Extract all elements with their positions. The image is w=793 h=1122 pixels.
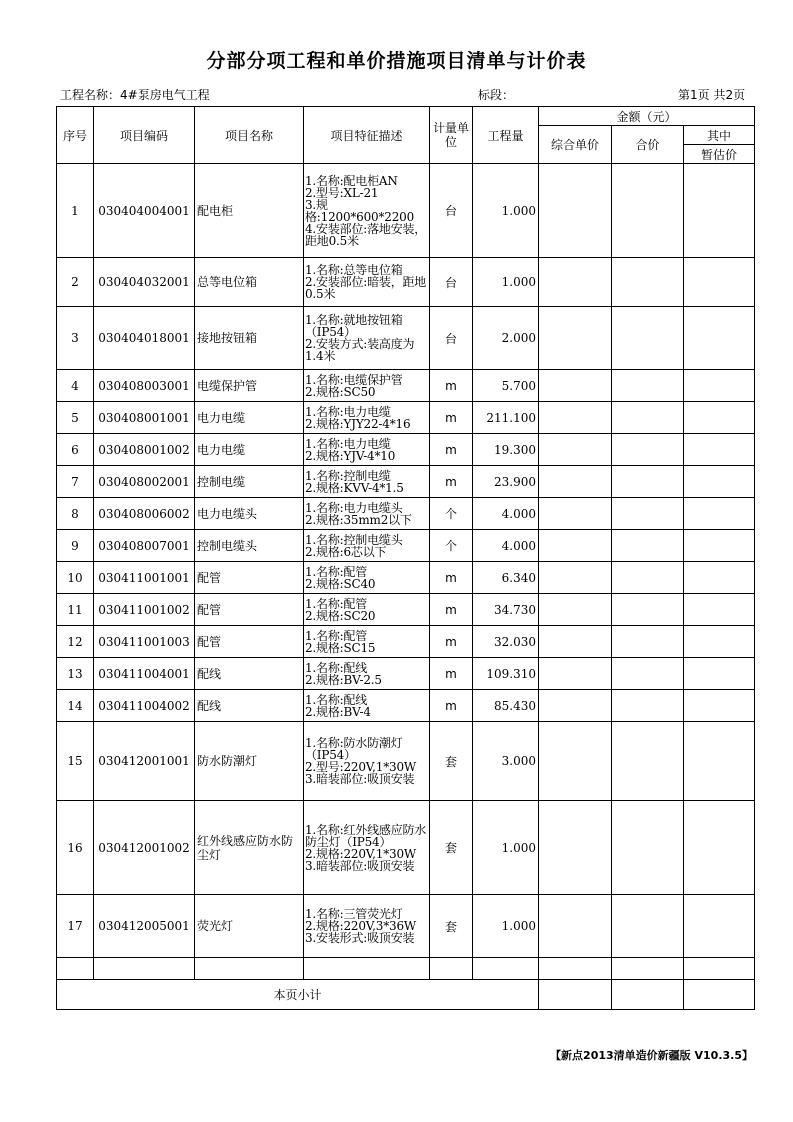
cell-total-price (612, 562, 684, 594)
table-row (57, 434, 755, 466)
table-row (57, 626, 755, 658)
header-item-code: 项目编码 (94, 107, 195, 164)
cell-total-price (612, 370, 684, 402)
cell-description: 1.名称:电力电缆头 2.规格:35mm2以下 (304, 498, 430, 530)
cell-index: 11 (57, 594, 94, 626)
header-item-name: 项目名称 (195, 107, 304, 164)
cell-quantity: 1.000 (473, 258, 539, 307)
cell-description: 1.名称:配管 2.规格:SC15 (304, 626, 430, 658)
cell-description: 1.名称:红外线感应防水防尘灯（IP54） 2.规格:220V,1*30W 3.暗装部位:吸顶安装 (304, 801, 430, 895)
subtotal-provisional-price (684, 980, 755, 1010)
software-version-footer: 【新点2013清单造价新疆版 V10.3.5】 (550, 1049, 753, 1062)
cell-provisional-price (684, 258, 755, 307)
cell-unit-price (539, 690, 612, 722)
cell-description: 1.名称:总等电位箱 2.安装部位:暗装，距地0.5米 (304, 258, 430, 307)
cell-provisional-price (684, 530, 755, 562)
project-name: 工程名称：4#泵房电气工程 (60, 88, 210, 102)
cell-description: 1.名称:配线 2.规格:BV-2.5 (304, 658, 430, 690)
cell-unit: 台 (430, 307, 473, 370)
cell-provisional-price (684, 594, 755, 626)
cell-quantity: 211.100 (473, 402, 539, 434)
cell-provisional-price (684, 895, 755, 958)
header-provisional-price: 暂估价 (684, 145, 755, 164)
cell-item-code: 030408007001 (94, 530, 195, 562)
cell-quantity: 3.000 (473, 722, 539, 801)
cell-unit: m (430, 562, 473, 594)
cell-index: 3 (57, 307, 94, 370)
cell-unit: m (430, 370, 473, 402)
cell-item-code: 030411001001 (94, 562, 195, 594)
cell-index: 12 (57, 626, 94, 658)
cell-item-code: 030411001003 (94, 626, 195, 658)
subtotal-total-price (612, 980, 684, 1010)
cell-total-price (612, 307, 684, 370)
cell-total-price (612, 164, 684, 258)
cell-unit: 套 (430, 722, 473, 801)
cell-unit: 个 (430, 530, 473, 562)
cell-description: 1.名称:电力电缆 2.规格:YJV-4*10 (304, 434, 430, 466)
cell-total-price (612, 498, 684, 530)
cell-quantity: 34.730 (473, 594, 539, 626)
cell-unit: 个 (430, 498, 473, 530)
cell-item-code: 030411004002 (94, 690, 195, 722)
cell-total-price (612, 722, 684, 801)
subtotal-unit-price (539, 980, 612, 1010)
cell-unit-price (539, 626, 612, 658)
cell-item-name: 防水防潮灯 (195, 722, 304, 801)
cell-provisional-price (684, 370, 755, 402)
cell-item-code: 030411004001 (94, 658, 195, 690)
cell-unit: m (430, 594, 473, 626)
cell-unit: m (430, 690, 473, 722)
cell-unit-price (539, 307, 612, 370)
cell-unit-price (539, 658, 612, 690)
header-feature-description: 项目特征描述 (304, 107, 430, 164)
table-row (57, 562, 755, 594)
table-row (57, 594, 755, 626)
cell-quantity: 1.000 (473, 164, 539, 258)
cell-item-name: 接地按钮箱 (195, 307, 304, 370)
cell-description: 1.名称:就地按钮箱（IP54） 2.安装方式:装高度为1.4米 (304, 307, 430, 370)
cell-item-code: 030408006002 (94, 498, 195, 530)
header-unit: 计量单位 (430, 107, 473, 164)
cell-provisional-price (684, 626, 755, 658)
cell-description: 1.名称:电缆保护管 2.规格:SC50 (304, 370, 430, 402)
table-row (57, 722, 755, 801)
cell-unit-price (539, 895, 612, 958)
cell-item-code: 030411001002 (94, 594, 195, 626)
table-row (57, 690, 755, 722)
cell-unit-price (539, 402, 612, 434)
cell-total-price (612, 434, 684, 466)
cell-provisional-price (684, 562, 755, 594)
page-number: 第1页 共2页 (678, 88, 746, 102)
cell-unit-price (539, 530, 612, 562)
cell-description: 1.名称:配线 2.规格:BV-4 (304, 690, 430, 722)
cell-index: 10 (57, 562, 94, 594)
table-row (57, 498, 755, 530)
cell-unit-price (539, 370, 612, 402)
table-row (57, 258, 755, 307)
cell-description: 1.名称:电力电缆 2.规格:YJY22-4*16 (304, 402, 430, 434)
cell-provisional-price (684, 402, 755, 434)
cell-item-name: 电缆保护管 (195, 370, 304, 402)
document-title: 分部分项工程和单价措施项目清单与计价表 (206, 50, 587, 72)
cell-index: 5 (57, 402, 94, 434)
cell-provisional-price (684, 307, 755, 370)
cell-item-name: 红外线感应防水防尘灯 (195, 801, 304, 895)
cell-item-name: 控制电缆头 (195, 530, 304, 562)
table-row (57, 658, 755, 690)
cell-item-name: 配管 (195, 562, 304, 594)
cell-item-name: 总等电位箱 (195, 258, 304, 307)
subtotal-row (57, 980, 755, 1010)
cell-quantity: 23.900 (473, 466, 539, 498)
cell-total-price (612, 258, 684, 307)
table-row (57, 402, 755, 434)
cell-item-name: 配线 (195, 658, 304, 690)
cell-description: 1.名称:配电柜AN 2.型号:XL-21 3.规格:1200*600*2200 4.安装部位:落地安装，距地0.5米 (304, 164, 430, 258)
cell-index: 4 (57, 370, 94, 402)
cell-item-name: 控制电缆 (195, 466, 304, 498)
cell-index: 1 (57, 164, 94, 258)
cell-item-name: 配管 (195, 594, 304, 626)
cell-unit-price (539, 562, 612, 594)
header-of-which: 其中 (684, 126, 755, 145)
header-quantity: 工程量 (473, 107, 539, 164)
cell-item-code: 030404004001 (94, 164, 195, 258)
blank-row (57, 958, 755, 980)
cell-description: 1.名称:防水防潮灯（IP54） 2.型号:220V,1*30W 3.暗装部位:吸顶安装 (304, 722, 430, 801)
bill-of-quantities-table (56, 106, 755, 1010)
table-row (57, 307, 755, 370)
cell-item-code: 030412001002 (94, 801, 195, 895)
cell-item-name: 配线 (195, 690, 304, 722)
cell-total-price (612, 658, 684, 690)
cell-provisional-price (684, 434, 755, 466)
cell-item-name: 电力电缆头 (195, 498, 304, 530)
cell-item-code: 030404018001 (94, 307, 195, 370)
cell-unit-price (539, 258, 612, 307)
table-body (57, 164, 755, 1010)
cell-index: 9 (57, 530, 94, 562)
cell-unit: 台 (430, 258, 473, 307)
cell-unit: 台 (430, 164, 473, 258)
cell-unit: m (430, 434, 473, 466)
header-unit-price: 综合单价 (539, 126, 612, 164)
cell-item-code: 030412001001 (94, 722, 195, 801)
cell-total-price (612, 690, 684, 722)
cell-item-code: 030408001002 (94, 434, 195, 466)
cell-item-name: 电力电缆 (195, 402, 304, 434)
cell-quantity: 1.000 (473, 895, 539, 958)
cell-unit: 套 (430, 801, 473, 895)
cell-unit: m (430, 626, 473, 658)
cell-description: 1.名称:配管 2.规格:SC20 (304, 594, 430, 626)
cell-index: 15 (57, 722, 94, 801)
cell-quantity: 4.000 (473, 498, 539, 530)
cell-quantity: 6.340 (473, 562, 539, 594)
cell-item-code: 030408002001 (94, 466, 195, 498)
cell-index: 8 (57, 498, 94, 530)
cell-quantity: 1.000 (473, 801, 539, 895)
cell-provisional-price (684, 498, 755, 530)
cell-index: 6 (57, 434, 94, 466)
cell-item-name: 荧光灯 (195, 895, 304, 958)
cell-total-price (612, 626, 684, 658)
cell-provisional-price (684, 690, 755, 722)
cell-unit: m (430, 658, 473, 690)
cell-index: 2 (57, 258, 94, 307)
table-row (57, 801, 755, 895)
cell-total-price (612, 466, 684, 498)
cell-total-price (612, 530, 684, 562)
table-row (57, 895, 755, 958)
table-row (57, 466, 755, 498)
cell-item-code: 030404032001 (94, 258, 195, 307)
header-total-price: 合价 (612, 126, 684, 164)
cell-unit-price (539, 164, 612, 258)
cell-unit-price (539, 498, 612, 530)
cell-quantity: 19.300 (473, 434, 539, 466)
cell-description: 1.名称:三管荧光灯 2.规格:220V,3*36W 3.安装形式:吸顶安装 (304, 895, 430, 958)
header-index: 序号 (57, 107, 94, 164)
cell-index: 16 (57, 801, 94, 895)
section-label: 标段： (478, 88, 515, 102)
cell-quantity: 32.030 (473, 626, 539, 658)
cell-quantity: 4.000 (473, 530, 539, 562)
cell-unit-price (539, 434, 612, 466)
subtotal-label: 本页小计 (57, 980, 539, 1010)
cell-item-name: 配管 (195, 626, 304, 658)
cell-total-price (612, 801, 684, 895)
cell-item-code: 030408001001 (94, 402, 195, 434)
cell-provisional-price (684, 722, 755, 801)
cell-unit-price (539, 594, 612, 626)
cell-total-price (612, 895, 684, 958)
cell-index: 17 (57, 895, 94, 958)
cell-quantity: 109.310 (473, 658, 539, 690)
cell-item-name: 配电柜 (195, 164, 304, 258)
cell-unit: m (430, 402, 473, 434)
cell-index: 13 (57, 658, 94, 690)
table-row (57, 164, 755, 258)
cell-total-price (612, 594, 684, 626)
cell-unit-price (539, 466, 612, 498)
cell-item-code: 030412005001 (94, 895, 195, 958)
cell-description: 1.名称:控制电缆 2.规格:KVV-4*1.5 (304, 466, 430, 498)
cell-unit-price (539, 801, 612, 895)
cell-provisional-price (684, 466, 755, 498)
cell-unit: m (430, 466, 473, 498)
cell-quantity: 2.000 (473, 307, 539, 370)
cell-index: 7 (57, 466, 94, 498)
cell-quantity: 85.430 (473, 690, 539, 722)
cell-item-name: 电力电缆 (195, 434, 304, 466)
cell-total-price (612, 402, 684, 434)
cell-item-code: 030408003001 (94, 370, 195, 402)
cell-provisional-price (684, 801, 755, 895)
cell-description: 1.名称:配管 2.规格:SC40 (304, 562, 430, 594)
cell-quantity: 5.700 (473, 370, 539, 402)
cell-provisional-price (684, 658, 755, 690)
cell-index: 14 (57, 690, 94, 722)
table-row (57, 370, 755, 402)
cell-provisional-price (684, 164, 755, 258)
cell-unit: 套 (430, 895, 473, 958)
cell-unit-price (539, 722, 612, 801)
table-row (57, 530, 755, 562)
header-amount: 金额（元） (539, 107, 755, 126)
cell-description: 1.名称:控制电缆头 2.规格:6芯以下 (304, 530, 430, 562)
